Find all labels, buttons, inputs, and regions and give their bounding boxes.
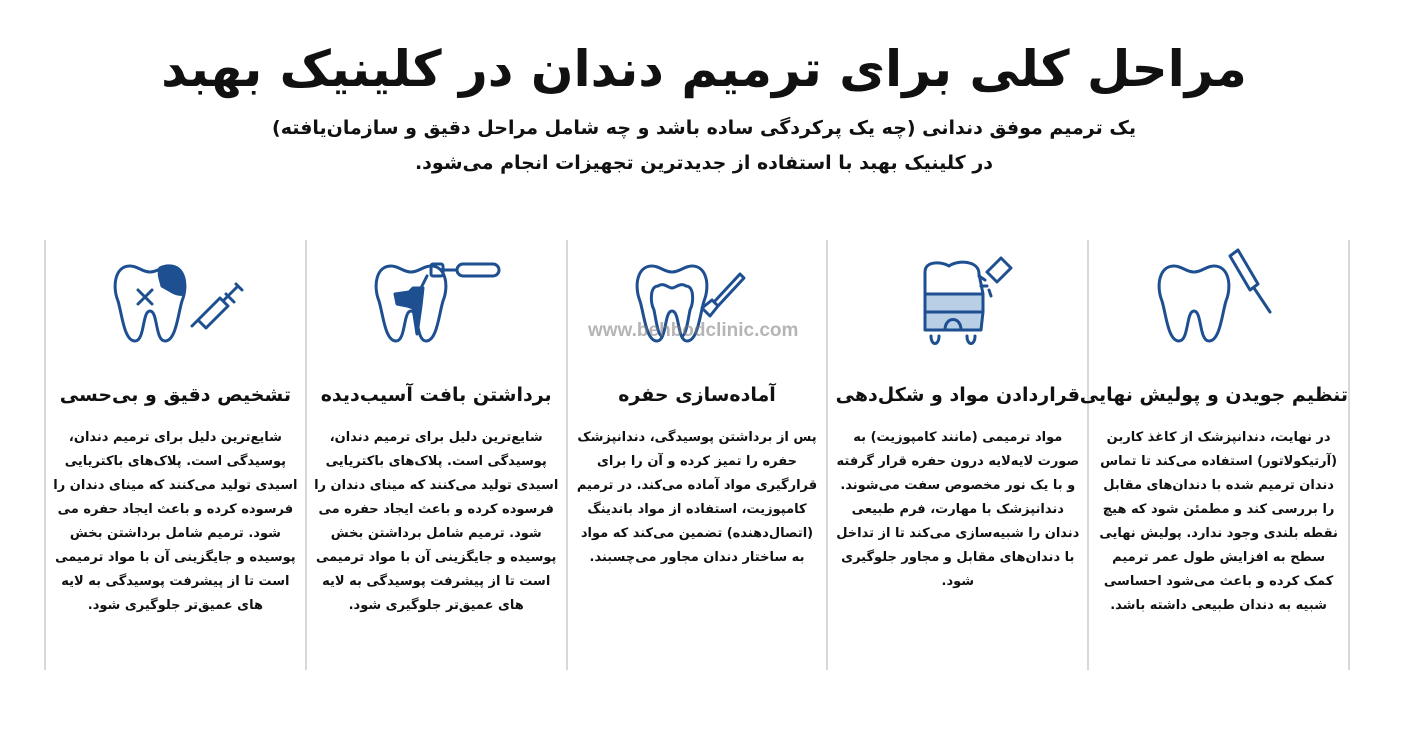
tooth-syringe-icon	[100, 246, 250, 346]
subtitle-line-1: یک ترمیم موفق دندانی (چه یک پرکردگی ساده باشد و چه شامل مراحل دقیق و سازمان‌یافته)	[272, 117, 1136, 139]
step-description: شایع‌ترین دلیل برای ترمیم دندان، پوسیدگی است. پلاک‌های باکتریایی اسیدی تولید می‌کنند که مینای دندان را فرسوده کرده و باعث ایجاد حفره می شود. ترمیم شامل برداشتن بخش پوسیده و جایگزینی آن با مواد ترمیمی است تا از پیشرفت پوسیدگی به لایه های عمیق‌تر جلوگیری شود.	[314, 430, 559, 613]
tooth-drill-icon	[361, 246, 511, 346]
subtitle-line-2: در کلینیک بهبد با استفاده از جدیدترین تجهیزات انجام می‌شود.	[414, 152, 994, 174]
step-title: تشخیص دقیق و بی‌حسی	[59, 384, 291, 406]
step-title: تنظیم جویدن و پولیش نهایی	[1079, 384, 1348, 406]
step-description: شایع‌ترین دلیل برای ترمیم دندان، پوسیدگی است. پلاک‌های باکتریایی اسیدی تولید می‌کنند که مینای دندان را فرسوده کرده و باعث ایجاد حفره می شود. ترمیم شامل برداشتن بخش پوسیده و جایگزینی آن با مواد ترمیمی است تا از پیشرفت پوسیدگی به لایه های عمیق‌تر جلوگیری شود.	[53, 430, 298, 613]
steps-grid	[44, 240, 1350, 670]
step-title: قراردادن مواد و شکل‌دهی	[835, 384, 1080, 406]
step-card-removal	[307, 240, 568, 670]
step-card-preparation	[568, 240, 829, 670]
watermark: www.behbodclinic.com	[588, 320, 799, 341]
tooth-curing-light-icon	[883, 246, 1033, 346]
tooth-polish-icon	[1144, 246, 1294, 346]
step-title: آماده‌سازی حفره	[618, 384, 776, 406]
step-description: پس از برداشتن پوسیدگی، دندانپزشک حفره را تمیز کرده و آن را برای قرارگیری مواد آماده می‌کند. در ترمیم کامپوزیت، استفاده از مواد باندینگ (اتصال‌دهنده) تضمین می‌کند که مواد به ساختار دندان مجاور می‌چسبند.	[576, 430, 818, 565]
step-card-polish	[1079, 240, 1350, 670]
page-title: مراحل کلی برای ترمیم دندان در کلینیک بهبد	[161, 40, 1247, 98]
step-card-placement	[828, 240, 1089, 670]
step-description: مواد ترمیمی (مانند کامپوزیت) به صورت لایه‌لایه درون حفره قرار گرفته و با یک نور مخصوص سفت می‌شوند. دندانپزشک با مهارت، فرم طبیعی دندان را شبیه‌سازی می‌کند تا از تداخل با دندان‌های مقابل و مجاور جلوگیری شود.	[836, 430, 1080, 589]
step-card-diagnosis	[46, 240, 307, 670]
step-description: در نهایت، دندانپزشک از کاغذ کاربن (آرتیکولاتور) استفاده می‌کند تا تماس دندان ترمیم شده با دندان‌های مقابل را بررسی کند و مطمئن شود که هیچ نقطه بلندی وجود ندارد. پولیش نهایی سطح به افزایش طول عمر ترمیم کمک کرده و باعث می‌شود احساسی شبیه به دندان طبیعی داشته باشد.	[1099, 430, 1338, 613]
step-title: برداشتن بافت آسیب‌دیده	[320, 384, 552, 406]
